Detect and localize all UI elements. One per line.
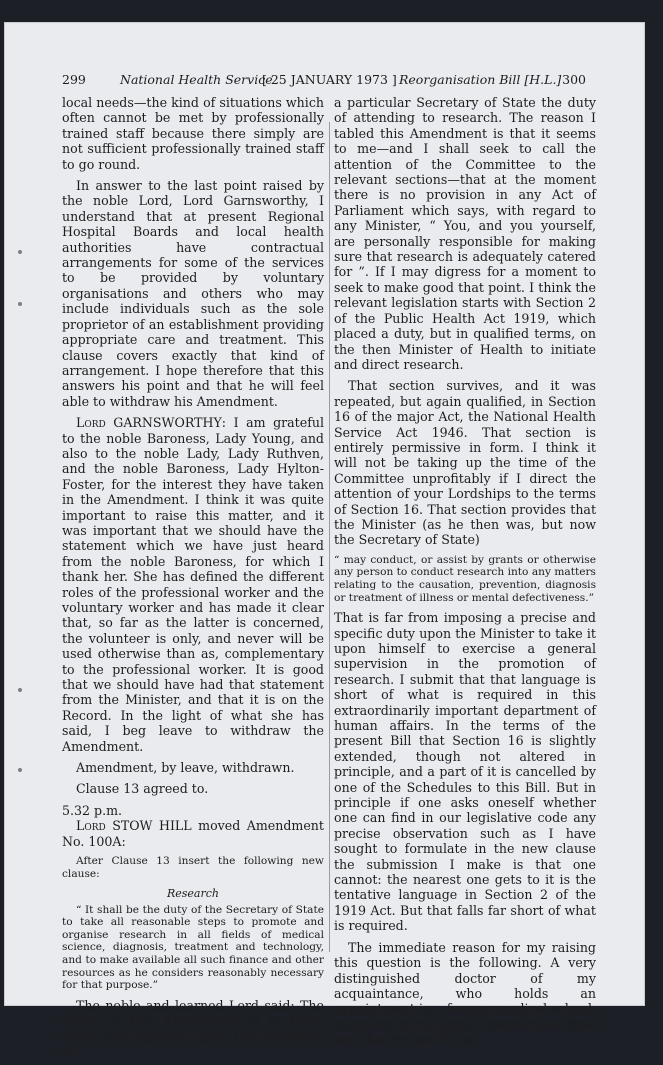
- paragraph: In answer to the last point raised by the noble Lord, Lord Garnsworthy, I understand that at present Regional Hospital Boards and local health authorities have contractual arrangements for some of the services to be provided by voluntary organisations and others who may include individuals such as the sole proprietor of an establishment providing appropriate care and treatment. This clause covers exactly that kind of arrangement. I hope therefore that this answers his point and that he will feel able to withdraw his Amendment.: [62, 178, 324, 409]
- paragraph: That is far from imposing a precise and specific duty upon the Minister to take it upon himself to exercise a general supervision in the promotion of research. I submit that that language is short of what is required in this extraordinarily important department of human affairs. In the terms of the present Bill that Section 16 is slightly extended, though not altered in principle, and a part of it is cancelled by one of the Schedules to this Bill. But in principle if one asks oneself whether one can find in our legislative code any precise observation such as I have sought to formulate in the new clause the submission I make is that one cannot: the nearest one gets to it is the tentative language in Section 2 of the 1919 Act. But that falls far short of what is required.: [334, 610, 596, 934]
- running-header: [62, 72, 586, 90]
- header-bill: Reorganisation Bill [H.L.]: [399, 72, 562, 87]
- left-column: [62, 95, 324, 1065]
- speaker-name: Lord STOW HILL: [76, 818, 192, 834]
- paragraph: [62, 818, 324, 849]
- speaker-name: Lord GARNSWORTHY: [76, 415, 222, 431]
- amendment-instruction: After Clause 13 insert the following new clause:: [62, 855, 324, 880]
- margin-dot: [18, 302, 22, 306]
- clause-heading: Research: [166, 887, 219, 901]
- column-number-right: 300: [562, 72, 586, 87]
- timestamp: 5.32 p.m.: [62, 802, 123, 818]
- margin-dot: [18, 768, 22, 772]
- clause-text: “ It shall be the duty of the Secretary of State to take all reasonable steps to promote and organise research in all fields of medical science, diagnosis, treatment and technology, and to make available all such finance and other resources as he considers reasonably necessary for that purpose.”: [62, 903, 324, 992]
- page: [4, 22, 645, 1060]
- margin-dot: [18, 250, 22, 254]
- header-title: National Health Service: [120, 72, 273, 87]
- paragraph: a particular Secretary of State the duty of attending to research. The reason I tabled this Amendment is that it seems to me—and I shall seek to call the attention of the Committee to the relevant sections—that at the moment there is no provision in any Act of Parliament which says, with regard to any Minister, “ You, and you yourself, are personally responsible for making sure that research is adequately catered for ”. If I may digress for a moment to seek to make good that point. I think the relevant legislation starts with Section 2 of the Public Health Act 1919, which placed a duty, but in qualified terms, on the then Minister of Health to initiate and direct research.: [334, 95, 596, 372]
- column-number-left: 299: [62, 72, 86, 87]
- paragraph: The immediate reason for my raising this question is the following. A very distinguished doctor of my acquaintance, who holds an appointment in a famous medical school, intimated to me some considerable time ago that he would like: [334, 939, 596, 1048]
- column-divider: [329, 122, 330, 952]
- speech-text: : I am grateful to the noble Baroness, Lady Young, and also to the noble Lady, Lady Ruthven, and the noble Baroness, Lady Hylton-Foster, for the interest they have taken in the Amendment. I think it was quite important to raise this matter, and it was important that we should have the statement which we have just heard from the noble Baroness, for which I thank her. She has defined the different roles of the professional worker and the voluntary worker and has made it clear that, so far as the latter is concerned, the volunteer is only, and never will be used otherwise than as, complementary to the professional worker. It is good that we should have had that statement from the Minister, and that it is on the Record. In the light of what she has said, I beg leave to withdraw the Amendment.: [62, 415, 324, 754]
- procedural-note: Amendment, by leave, withdrawn.: [76, 760, 295, 776]
- paragraph: The noble and learned Lord said: The object of this Amendment is to place fairly and squarely upon the shoulders of: [62, 997, 324, 1060]
- margin-dot: [18, 688, 22, 692]
- header-date: [ 25 JANUARY 1973 ]: [262, 72, 397, 87]
- right-column: [334, 95, 596, 1054]
- paragraph: That section survives, and it was repeated, but again qualified, in Section 16 of the major Act, the National Health Service Act 1946. That section is entirely permissive in form. I think it will not be taking up the time of the Committee unprofitably if I direct the attention of your Lordships to the terms of Section 16. That section provides that the Minister (as he then was, but now the Secretary of State): [334, 378, 596, 548]
- paragraph: [62, 415, 324, 754]
- speech-text: moved Amendment No. 100A:: [62, 818, 324, 849]
- quotation: “ may conduct, or assist by grants or otherwise any person to conduct research into any matters relating to the causation, prevention, diagnosis or treatment of illness or mental defectiveness.”: [334, 553, 596, 604]
- paragraph: local needs—the kind of situations which often cannot be met by professionally trained staff because there simply are not sufficient professionally trained staff to go round.: [62, 95, 324, 172]
- procedural-note: Clause 13 agreed to.: [76, 781, 209, 797]
